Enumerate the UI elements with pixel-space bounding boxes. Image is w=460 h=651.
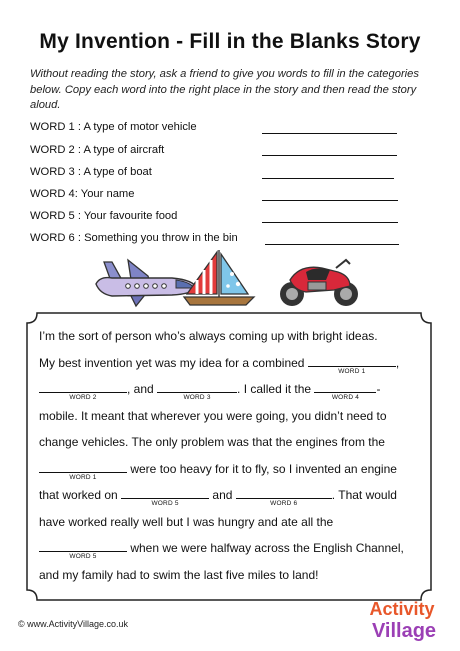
story-line-7 — [39, 482, 424, 509]
blank-caption: WORD 2 — [69, 394, 97, 401]
airplane-icon — [96, 260, 196, 306]
story-line-5 — [39, 429, 424, 456]
sailboat-icon — [184, 250, 254, 305]
story-blank-word5[interactable] — [121, 485, 209, 507]
logo-text-village: Village — [371, 620, 437, 642]
word-label-1: WORD 1 : A type of motor vehicle — [30, 121, 197, 133]
story-text-l2a: My best invention yet was my idea for a combined — [39, 355, 305, 370]
copyright-text: © www.ActivityVillage.co.uk — [18, 619, 129, 629]
story-text-l5: change vehicles. The only problem was that the engines from the — [39, 435, 385, 449]
illustrations — [0, 250, 460, 310]
story-text — [39, 323, 424, 588]
story-text-l7b: and — [212, 488, 233, 502]
instructions: Without reading the story, ask a friend to give you words to fill in the categories below. Copy each word into the right place in the story and then read the story aloud. — [30, 68, 419, 111]
story-blank-word3[interactable] — [157, 379, 237, 401]
word-label-6: WORD 6 : Something you throw in the bin — [30, 232, 238, 244]
story-line-3 — [39, 376, 424, 403]
story-blank-word6[interactable] — [236, 485, 332, 507]
blank-caption: WORD 4 — [331, 394, 360, 401]
blank-caption: WORD 1 — [69, 473, 97, 481]
story-text-l6: were too heavy for it to fly, so I invented an engine — [130, 461, 397, 476]
word-answer-line-2[interactable] — [262, 155, 397, 156]
word-label-3: WORD 3 : A type of boat — [30, 166, 152, 178]
story-text-l7a: that worked on — [39, 488, 118, 502]
motorbike-icon — [280, 260, 358, 306]
activity-village-logo — [352, 595, 452, 645]
blank-caption: WORD 6 — [270, 500, 298, 507]
blank-caption: WORD 5 — [69, 553, 97, 560]
story-blank-word5-second[interactable] — [39, 538, 127, 560]
story-text-l7c: . That would — [331, 488, 397, 502]
story-line-8 — [39, 509, 424, 536]
word-label-2: WORD 2 : A type of aircraft — [30, 144, 165, 156]
story-text-l9: when we were halfway across the English Channel, — [130, 541, 404, 555]
story-blank-word4[interactable] — [314, 379, 376, 401]
story-blank-word1[interactable] — [308, 353, 396, 375]
story-text-l10: and my family had to swim the last five miles to land! — [39, 567, 319, 582]
page-title: My Invention - Fill in the Blanks Story — [39, 30, 421, 53]
blank-caption: WORD 3 — [183, 394, 211, 401]
story-blank-word1-second[interactable] — [39, 459, 127, 481]
blank-caption: WORD 1 — [338, 367, 366, 375]
story-line-1 — [39, 323, 424, 350]
word-answer-line-3[interactable] — [262, 178, 394, 179]
story-text-l2b: , — [395, 355, 400, 370]
story-text-l3a: , and — [127, 382, 154, 396]
story-line-2 — [39, 350, 424, 377]
logo-text-activity: Activity — [369, 599, 435, 619]
blank-caption: WORD 5 — [151, 500, 179, 507]
word-answer-line-4[interactable] — [262, 200, 398, 201]
word-answer-line-6[interactable] — [265, 244, 399, 245]
word-answer-line-1[interactable] — [262, 133, 397, 134]
story-text-l3c: - — [376, 382, 381, 396]
word-label-4: WORD 4: Your name — [30, 188, 135, 200]
story-text-l1: I’m the sort of person who’s always coming up with bright ideas. — [39, 329, 378, 343]
story-line-9 — [39, 535, 424, 562]
story-line-4 — [39, 403, 424, 430]
story-blank-word2[interactable] — [39, 379, 127, 401]
word-label-5: WORD 5 : Your favourite food — [30, 210, 178, 222]
story-line-6 — [39, 456, 424, 483]
story-line-10 — [39, 562, 424, 589]
story-text-l3b: . I called it the — [237, 382, 312, 396]
story-text-l4: mobile. It meant that wherever you were going, you didn’t need to — [39, 408, 387, 423]
story-text-l8: have worked really well but I was hungry and ate all the — [39, 514, 334, 529]
word-answer-line-5[interactable] — [262, 222, 398, 223]
